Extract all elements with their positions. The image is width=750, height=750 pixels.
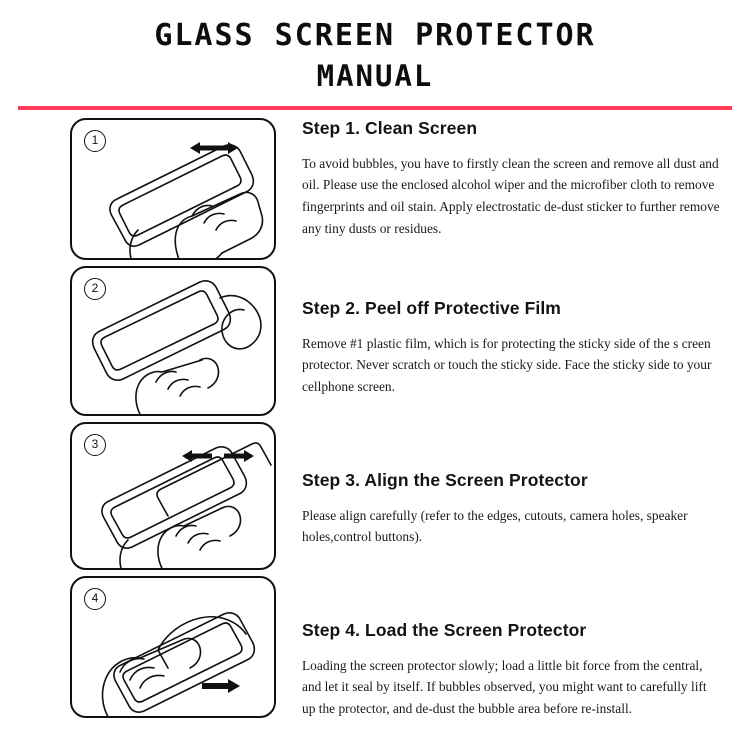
step-2-figure [70,266,276,416]
step-1-text [276,118,732,240]
step-3-text [276,422,732,548]
step-2-body: Remove #1 plastic film, which is for protecting the sticky side of the s creen protector. Never scratch or touch the sticky side. Face the sticky side to your cellphone screen. [302,335,712,395]
steps-list [0,110,750,720]
step-3-body: Please align carefully (refer to the edges, cutouts, camera holes, speaker holes,control buttons). [302,507,688,545]
step-2-text [276,266,732,398]
step-2-title: Step 2. Peel off Protective Film [302,297,561,318]
step-item [18,118,732,260]
step-4-text [276,576,732,720]
step-1-figure [70,118,276,260]
step-2-badge: 2 [84,278,106,300]
step-3-figure [70,422,276,570]
step-item [18,422,732,570]
step-3-badge: 3 [84,434,106,456]
step-1-badge: 1 [84,130,106,152]
step-item [18,576,732,720]
step-4-badge: 4 [84,588,106,610]
step-4-figure [70,576,276,718]
step-4-body: Loading the screen protector slowly; load a little bit force from the central, and let it seal by itself. If bubbles observed, you might want to carefully lift up the protector, and de-dust the bubble area before re-install. [302,657,707,717]
page-title-line-1: GLASS SCREEN PROTECTOR [154,18,596,53]
double-arrow-shape [190,142,238,154]
page-title-line-2: MANUAL [316,58,434,93]
step-1-body: To avoid bubbles, you have to firstly clean the screen and remove all dust and oil. Please use the enclosed alcohol wiper and the microfiber cloth to remove fingerprints and oil stain. Apply electrostatic de-dust sticker to further remove any tiny dusts or residues. [302,155,720,236]
step-item [18,266,732,416]
document-header [0,0,750,110]
step-4-title: Step 4. Load the Screen Protector [302,619,587,640]
step-3-title: Step 3. Align the Screen Protector [302,469,588,490]
arrow-shape [202,679,240,693]
step-1-title: Step 1. Clean Screen [302,117,478,138]
